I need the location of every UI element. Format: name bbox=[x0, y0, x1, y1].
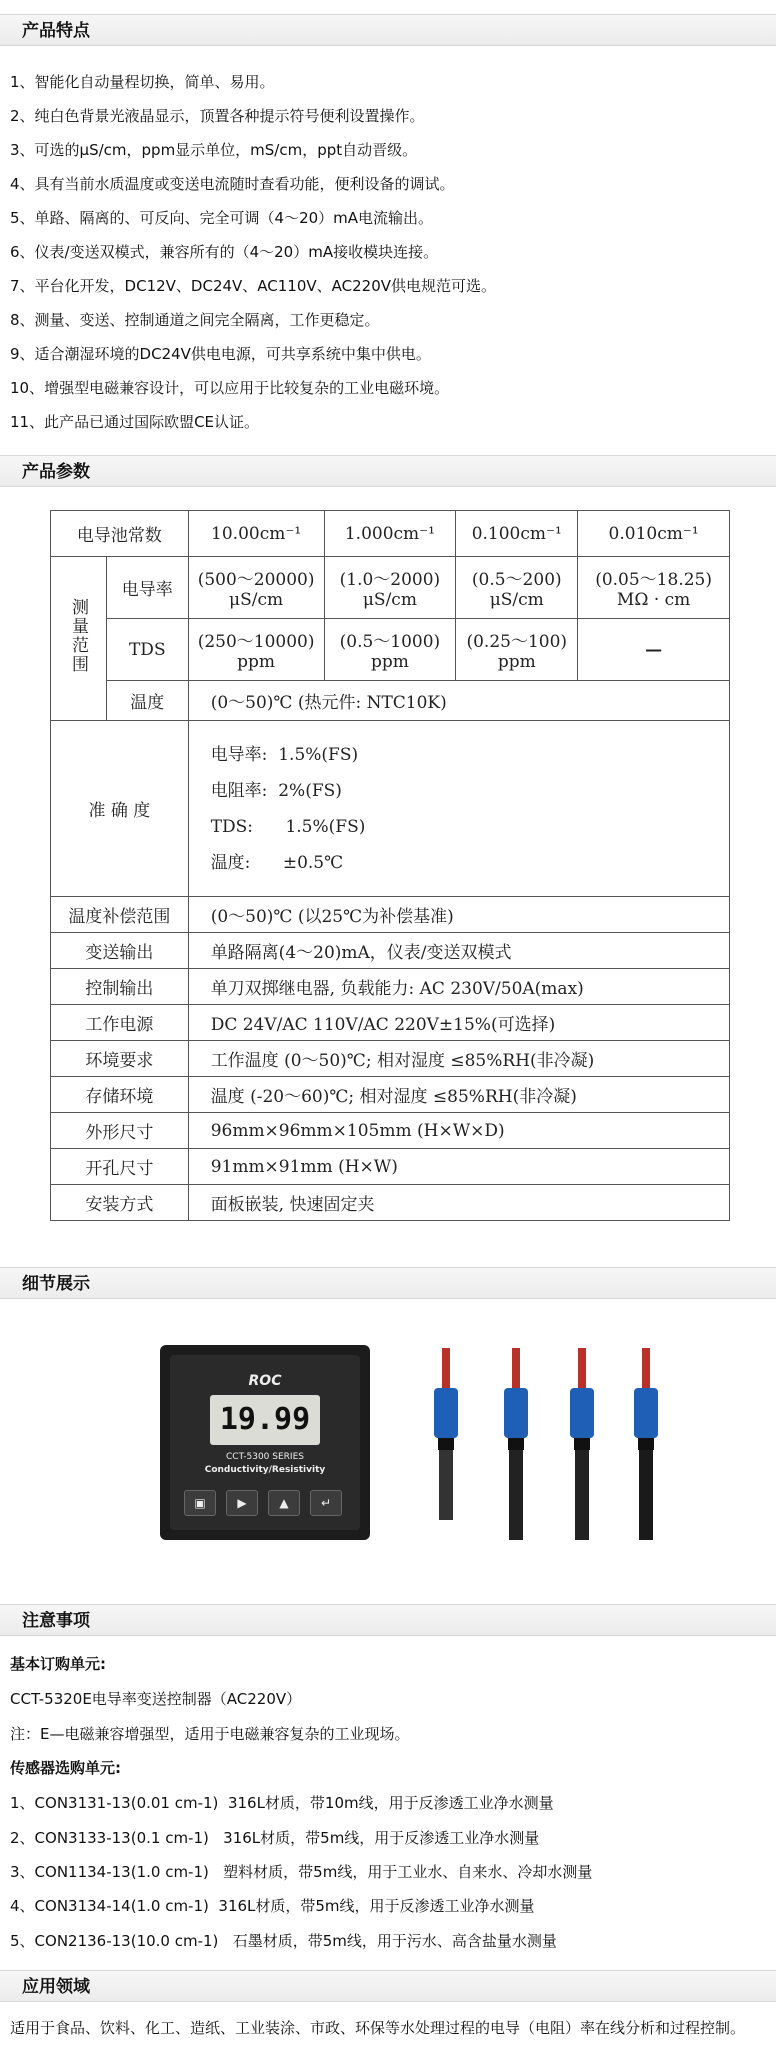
spec-row-label: 安装方式 bbox=[51, 1185, 189, 1221]
spec-row-label: 变送输出 bbox=[51, 933, 189, 969]
sensor-item: 1、CON3131-13(0.01 cm-1) 316L材质，带10m线，用于反渗透工业净水测量 bbox=[10, 1794, 554, 1812]
feature-item: 7、平台化开发，DC12V、DC24V、AC110V、AC220V供电规范可选。 bbox=[10, 277, 497, 295]
spec-row-value: 工作温度 (0～50)℃; 相对湿度 ≤85%RH(非冷凝) bbox=[188, 1041, 729, 1077]
feature-item: 3、可选的μS/cm，ppm显示单位，mS/cm，ppt自动晋级。 bbox=[10, 141, 418, 159]
probe-icon bbox=[434, 1348, 458, 1520]
cell-constant-value: 10.00cm⁻¹ bbox=[188, 511, 324, 557]
lcd-display: 19.99 bbox=[210, 1395, 320, 1445]
tds-range-empty: — bbox=[578, 619, 730, 681]
model-subtitle: Conductivity/Resistivity bbox=[204, 1465, 326, 1475]
spec-row-value: 单刀双掷继电器, 负载能力: AC 230V/50A(max) bbox=[188, 969, 729, 1005]
feature-item: 9、适合潮湿环境的DC24V供电电源，可共享系统中集中供电。 bbox=[10, 345, 431, 363]
device-front-panel bbox=[170, 1355, 360, 1530]
sensor-order-title: 传感器选购单元: bbox=[10, 1759, 121, 1777]
probe-icon bbox=[634, 1348, 658, 1540]
accuracy-label: 准 确 度 bbox=[51, 721, 189, 897]
accuracy-line: 温度: ±0.5℃ bbox=[210, 852, 344, 873]
tds-label: TDS bbox=[106, 619, 188, 681]
up-arrow-key-icon: ▲ bbox=[268, 1490, 300, 1516]
tds-range: (250～10000) ppm bbox=[188, 619, 324, 681]
basic-order-note: 注：E—电磁兼容增强型，适用于电磁兼容复杂的工业现场。 bbox=[10, 1725, 410, 1743]
spec-row-label: 控制输出 bbox=[51, 969, 189, 1005]
accuracy-line: 电导率: 1.5%(FS) bbox=[210, 744, 359, 765]
spec-row-label: 工作电源 bbox=[51, 1005, 189, 1041]
accuracy-line: 电阻率: 2%(FS) bbox=[210, 780, 342, 801]
right-arrow-key-icon: ▶ bbox=[226, 1490, 258, 1516]
sensor-probes-image bbox=[420, 1340, 680, 1550]
range-label-cell bbox=[51, 557, 107, 721]
section-title-application: 应用领域 bbox=[0, 1970, 776, 2002]
cell-constant-label: 电导池常数 bbox=[51, 511, 189, 557]
conductivity-range: (1.0～2000) μS/cm bbox=[324, 557, 456, 619]
probe-icon bbox=[504, 1348, 528, 1540]
spec-row-label: 环境要求 bbox=[51, 1041, 189, 1077]
model-label: CCT-5300 SERIES bbox=[226, 1452, 304, 1462]
feature-item: 8、测量、变送、控制通道之间完全隔离，工作更稳定。 bbox=[10, 311, 380, 329]
application-text: 适用于食品、饮料、化工、造纸、工业装涂、市政、环保等水处理过程的电导（电阻）率在线分析和过程控制。 bbox=[10, 2019, 746, 2037]
basic-order-title: 基本订购单元: bbox=[10, 1655, 106, 1673]
feature-item: 2、纯白色背景光液晶显示，顶置各种提示符号便利设置操作。 bbox=[10, 107, 425, 125]
range-label: 测量范围 bbox=[67, 598, 88, 674]
feature-item: 10、增强型电磁兼容设计，可以应用于比较复杂的工业电磁环境。 bbox=[10, 379, 450, 397]
feature-item: 5、单路、隔离的、可反向、完全可调（4～20）mA电流输出。 bbox=[10, 209, 434, 227]
probe-icon bbox=[570, 1348, 594, 1540]
brand-logo: ROC bbox=[248, 1373, 282, 1389]
basic-order-item: CCT-5320E电导率变送控制器（AC220V） bbox=[10, 1690, 302, 1708]
sensor-item: 5、CON2136-13(10.0 cm-1) 石墨材质，带5m线，用于污水、高含盐量水测量 bbox=[10, 1932, 557, 1950]
cell-constant-value: 1.000cm⁻¹ bbox=[324, 511, 456, 557]
section-title-notes: 注意事项 bbox=[0, 1604, 776, 1636]
spec-row-value: 单路隔离(4～20)mA，仪表/变送双模式 bbox=[188, 933, 729, 969]
spec-row-value: 面板嵌装, 快速固定夹 bbox=[188, 1185, 729, 1221]
application-section bbox=[0, 1970, 776, 2002]
spec-row-value: 96mm×96mm×105mm (H×W×D) bbox=[188, 1113, 729, 1149]
params-section bbox=[0, 455, 776, 487]
details-section bbox=[0, 1267, 776, 1299]
tds-range: (0.25～100) ppm bbox=[456, 619, 578, 681]
spec-row-label: 存储环境 bbox=[51, 1077, 189, 1113]
section-title-params: 产品参数 bbox=[0, 455, 776, 487]
sensor-item: 2、CON3133-13(0.1 cm-1) 316L材质，带5m线，用于反渗透工业净水测量 bbox=[10, 1829, 540, 1847]
section-title-features: 产品特点 bbox=[0, 14, 776, 46]
spec-row-value: (0～50)℃ (以25℃为补偿基准) bbox=[188, 897, 729, 933]
feature-item: 4、具有当前水质温度或变送电流随时查看功能，便利设备的调试。 bbox=[10, 175, 455, 193]
section-title-details: 细节展示 bbox=[0, 1267, 776, 1299]
spec-row-value: 91mm×91mm (H×W) bbox=[188, 1149, 729, 1185]
spec-row-label: 开孔尺寸 bbox=[51, 1149, 189, 1185]
menu-key-icon: ▣ bbox=[184, 1490, 216, 1516]
conductivity-range: (500～20000) μS/cm bbox=[188, 557, 324, 619]
tds-range: (0.5～1000) ppm bbox=[324, 619, 456, 681]
features-section bbox=[0, 14, 776, 46]
feature-item: 11、此产品已通过国际欧盟CE认证。 bbox=[10, 413, 260, 431]
spec-row-label: 温度补偿范围 bbox=[51, 897, 189, 933]
spec-table bbox=[50, 510, 730, 1221]
conductivity-label: 电导率 bbox=[106, 557, 188, 619]
spec-row-value: DC 24V/AC 110V/AC 220V±15%(可选择) bbox=[188, 1005, 729, 1041]
sensor-item: 4、CON3134-14(1.0 cm-1) 316L材质，带5m线，用于反渗透工业净水测量 bbox=[10, 1897, 535, 1915]
cell-constant-value: 0.100cm⁻¹ bbox=[456, 511, 578, 557]
accuracy-line: TDS: 1.5%(FS) bbox=[210, 816, 366, 837]
conductivity-range: (0.5～200) μS/cm bbox=[456, 557, 578, 619]
feature-item: 1、智能化自动量程切换，简单、易用。 bbox=[10, 73, 275, 91]
feature-item: 6、仪表/变送双模式，兼容所有的（4～20）mA接收模块连接。 bbox=[10, 243, 439, 261]
spec-row-value: 温度 (-20～60)℃; 相对湿度 ≤85%RH(非冷凝) bbox=[188, 1077, 729, 1113]
cell-constant-value: 0.010cm⁻¹ bbox=[578, 511, 730, 557]
sensor-item: 3、CON1134-13(1.0 cm-1) 塑料材质，带5m线，用于工业水、自来水、冷却水测量 bbox=[10, 1863, 593, 1881]
resistivity-range: (0.05～18.25) MΩ · cm bbox=[578, 557, 730, 619]
accuracy-values bbox=[188, 721, 729, 897]
controller-device-image bbox=[160, 1345, 370, 1540]
enter-key-icon: ↵ bbox=[310, 1490, 342, 1516]
temp-label: 温度 bbox=[106, 681, 188, 721]
notes-section bbox=[0, 1604, 776, 1636]
spec-row-label: 外形尺寸 bbox=[51, 1113, 189, 1149]
temp-range: (0～50)℃ (热元件: NTC10K) bbox=[188, 681, 729, 721]
